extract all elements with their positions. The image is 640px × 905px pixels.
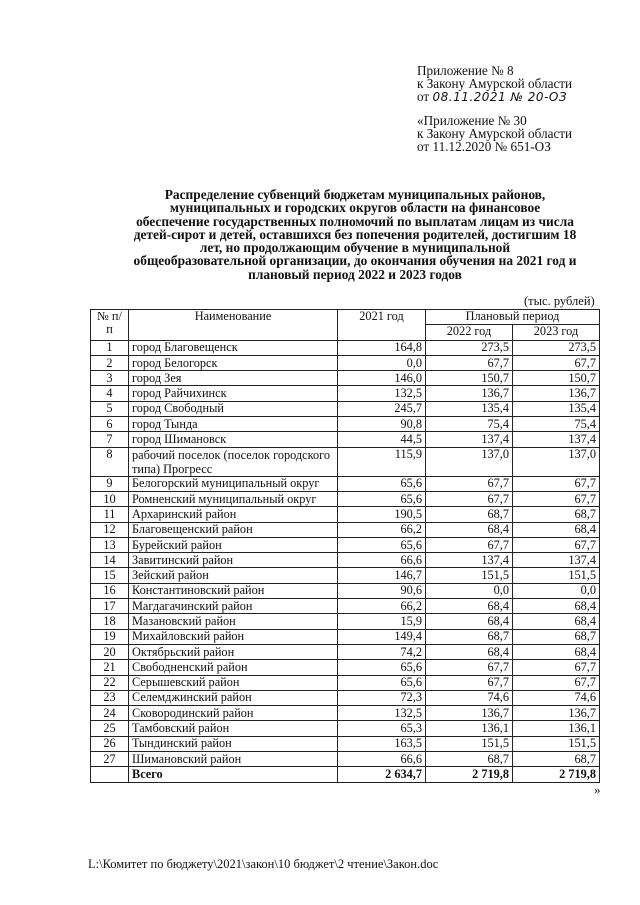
row-name: Октябрьский район bbox=[129, 644, 338, 659]
row-2023: 68,7 bbox=[513, 629, 600, 644]
row-2021: 66,6 bbox=[338, 752, 426, 767]
row-number: 11 bbox=[91, 507, 129, 522]
row-2021: 66,2 bbox=[338, 599, 426, 614]
row-number: 20 bbox=[91, 644, 129, 659]
row-number: 24 bbox=[91, 706, 129, 721]
row-2022: 136,1 bbox=[426, 721, 513, 736]
table-row bbox=[91, 706, 600, 721]
row-2023: 67,7 bbox=[513, 537, 600, 552]
row-number: 5 bbox=[91, 401, 129, 416]
document-title bbox=[60, 188, 640, 281]
row-name: Тамбовский район bbox=[129, 721, 338, 736]
row-2022: 151,5 bbox=[426, 568, 513, 583]
header-2021: 2021 год bbox=[338, 310, 426, 341]
row-2022: 67,7 bbox=[426, 660, 513, 675]
row-number: 9 bbox=[91, 476, 129, 491]
row-name: Тындинский район bbox=[129, 736, 338, 751]
table-row bbox=[91, 660, 600, 675]
row-2023: 0,0 bbox=[513, 583, 600, 598]
subvention-table bbox=[90, 309, 600, 783]
header-2022: 2022 год bbox=[426, 325, 513, 340]
row-2023: 135,4 bbox=[513, 401, 600, 416]
row-number: 4 bbox=[91, 386, 129, 401]
table-row bbox=[91, 507, 600, 522]
title-line: лет, но продолжающим обучение в муниципальной bbox=[199, 240, 511, 256]
row-2022: 68,7 bbox=[426, 507, 513, 522]
row-2023: 68,4 bbox=[513, 599, 600, 614]
row-number: 12 bbox=[91, 522, 129, 537]
row-2021: 146,0 bbox=[338, 371, 426, 386]
row-name: город Благовещенск bbox=[129, 340, 338, 355]
table-row bbox=[91, 537, 600, 552]
row-number: 1 bbox=[91, 340, 129, 355]
row-name: город Тында bbox=[129, 417, 338, 432]
row-number: 13 bbox=[91, 537, 129, 552]
row-number: 10 bbox=[91, 491, 129, 506]
table-row bbox=[91, 386, 600, 401]
row-2021: 0,0 bbox=[338, 355, 426, 370]
row-2021: 65,6 bbox=[338, 675, 426, 690]
appendix-law: к Закону Амурской области bbox=[417, 76, 573, 91]
table-row bbox=[91, 417, 600, 432]
total-2021: 2 634,7 bbox=[338, 767, 426, 782]
row-2022: 68,7 bbox=[426, 629, 513, 644]
table-row bbox=[91, 583, 600, 598]
row-2022: 68,7 bbox=[426, 752, 513, 767]
row-number: 6 bbox=[91, 417, 129, 432]
row-name: Бурейский район bbox=[129, 537, 338, 552]
row-2022: 150,7 bbox=[426, 371, 513, 386]
row-2023: 136,7 bbox=[513, 386, 600, 401]
row-2022: 67,7 bbox=[426, 675, 513, 690]
row-2022: 136,7 bbox=[426, 706, 513, 721]
table-row bbox=[91, 355, 600, 370]
row-2023: 137,4 bbox=[513, 432, 600, 447]
row-2022: 68,4 bbox=[426, 614, 513, 629]
row-number: 16 bbox=[91, 583, 129, 598]
row-2021: 115,9 bbox=[338, 447, 426, 476]
row-2022: 135,4 bbox=[426, 401, 513, 416]
total-blank bbox=[91, 767, 129, 782]
row-2023: 151,5 bbox=[513, 736, 600, 751]
row-2021: 245,7 bbox=[338, 401, 426, 416]
row-2022: 67,7 bbox=[426, 476, 513, 491]
row-2023: 151,5 bbox=[513, 568, 600, 583]
row-name: город Райчихинск bbox=[129, 386, 338, 401]
row-2021: 132,5 bbox=[338, 386, 426, 401]
table-row bbox=[91, 721, 600, 736]
row-name: Сковородинский район bbox=[129, 706, 338, 721]
old-appendix-law: к Закону Амурской области bbox=[417, 126, 573, 141]
table-row bbox=[91, 614, 600, 629]
row-number: 18 bbox=[91, 614, 129, 629]
table-row bbox=[91, 491, 600, 506]
row-number: 3 bbox=[91, 371, 129, 386]
handwritten-date: 08.11.2021 № 20-ОЗ bbox=[432, 90, 568, 104]
row-2021: 90,6 bbox=[338, 583, 426, 598]
row-2021: 132,5 bbox=[338, 706, 426, 721]
title-line: Распределение субвенций бюджетам муниципальных районов, bbox=[164, 187, 546, 202]
row-2021: 65,6 bbox=[338, 660, 426, 675]
unit-label: (тыс. рублей) bbox=[524, 294, 595, 308]
row-number: 8 bbox=[91, 447, 129, 476]
title-line: обеспечение государственных полномочий по выплатам лицам из числа bbox=[136, 213, 574, 229]
row-2021: 66,2 bbox=[338, 522, 426, 537]
row-name: город Шимановск bbox=[129, 432, 338, 447]
row-name: Константиновский район bbox=[129, 583, 338, 598]
row-2023: 137,4 bbox=[513, 553, 600, 568]
row-2022: 151,5 bbox=[426, 736, 513, 751]
row-2021: 65,6 bbox=[338, 537, 426, 552]
row-2022: 68,4 bbox=[426, 522, 513, 537]
row-number: 25 bbox=[91, 721, 129, 736]
row-2021: 15,9 bbox=[338, 614, 426, 629]
header-planned: Плановый период bbox=[426, 310, 600, 325]
row-number: 23 bbox=[91, 690, 129, 705]
table-row bbox=[91, 690, 600, 705]
old-appendix-number: «Приложение № 30 bbox=[417, 113, 527, 128]
old-appendix-date: от 11.12.2020 № 651-ОЗ bbox=[417, 139, 551, 154]
row-number: 15 bbox=[91, 568, 129, 583]
row-2022: 136,7 bbox=[426, 386, 513, 401]
row-name: Серышевский район bbox=[129, 675, 338, 690]
row-2022: 137,4 bbox=[426, 432, 513, 447]
table-row bbox=[91, 599, 600, 614]
row-2023: 67,7 bbox=[513, 660, 600, 675]
closing-quote: » bbox=[594, 782, 601, 797]
table-row bbox=[91, 340, 600, 355]
row-number: 7 bbox=[91, 432, 129, 447]
row-name: город Свободный bbox=[129, 401, 338, 416]
row-2021: 149,4 bbox=[338, 629, 426, 644]
appendix-date bbox=[417, 90, 572, 104]
row-2022: 273,5 bbox=[426, 340, 513, 355]
table-row bbox=[91, 447, 600, 476]
header-num: № п/п bbox=[91, 310, 129, 341]
appendix-header bbox=[417, 64, 572, 153]
row-name: Свободненский район bbox=[129, 660, 338, 675]
header-2023: 2023 год bbox=[513, 325, 600, 340]
row-2022: 68,4 bbox=[426, 644, 513, 659]
row-2023: 273,5 bbox=[513, 340, 600, 355]
row-2023: 67,7 bbox=[513, 355, 600, 370]
row-name: Шимановский район bbox=[129, 752, 338, 767]
row-name: Селемджинский район bbox=[129, 690, 338, 705]
row-2022: 0,0 bbox=[426, 583, 513, 598]
total-label: Всего bbox=[129, 767, 338, 782]
row-2023: 74,6 bbox=[513, 690, 600, 705]
file-path-footer: L:\Комитет по бюджету\2021\закон\10 бюджет\2 чтение\Закон.doc bbox=[88, 857, 439, 871]
row-2021: 65,6 bbox=[338, 491, 426, 506]
row-name: Магдагачинский район bbox=[129, 599, 338, 614]
table-row bbox=[91, 568, 600, 583]
table-row bbox=[91, 371, 600, 386]
row-name: Благовещенский район bbox=[129, 522, 338, 537]
row-2021: 90,8 bbox=[338, 417, 426, 432]
table-row bbox=[91, 476, 600, 491]
table-row bbox=[91, 401, 600, 416]
row-name: город Белогорск bbox=[129, 355, 338, 370]
row-name: Мазановский район bbox=[129, 614, 338, 629]
row-number: 14 bbox=[91, 553, 129, 568]
table-row bbox=[91, 432, 600, 447]
row-2023: 75,4 bbox=[513, 417, 600, 432]
title-line: муниципальных и городских округов области на финансовое bbox=[169, 200, 541, 216]
total-2023: 2 719,8 bbox=[513, 767, 600, 782]
row-2023: 67,7 bbox=[513, 491, 600, 506]
total-2022: 2 719,8 bbox=[426, 767, 513, 782]
row-2021: 164,8 bbox=[338, 340, 426, 355]
row-2022: 137,0 bbox=[426, 447, 513, 476]
row-2022: 74,6 bbox=[426, 690, 513, 705]
row-2021: 72,3 bbox=[338, 690, 426, 705]
table-row bbox=[91, 736, 600, 751]
table-row bbox=[91, 522, 600, 537]
row-2021: 163,5 bbox=[338, 736, 426, 751]
row-number: 17 bbox=[91, 599, 129, 614]
row-name: город Зея bbox=[129, 371, 338, 386]
row-2023: 67,7 bbox=[513, 476, 600, 491]
row-2021: 66,6 bbox=[338, 553, 426, 568]
row-name: Ромненский муниципальный округ bbox=[129, 491, 338, 506]
table-row bbox=[91, 752, 600, 767]
row-2023: 68,7 bbox=[513, 507, 600, 522]
row-2022: 75,4 bbox=[426, 417, 513, 432]
total-row bbox=[91, 767, 600, 782]
row-2023: 136,7 bbox=[513, 706, 600, 721]
row-2021: 74,2 bbox=[338, 644, 426, 659]
row-name: Архаринский район bbox=[129, 507, 338, 522]
row-number: 21 bbox=[91, 660, 129, 675]
appendix-number: Приложение № 8 bbox=[417, 63, 514, 78]
title-line: детей-сирот и детей, оставшихся без попечения родителей, достигшим 18 bbox=[133, 226, 577, 242]
row-2023: 68,4 bbox=[513, 522, 600, 537]
row-name: Завитинский район bbox=[129, 553, 338, 568]
row-2023: 67,7 bbox=[513, 675, 600, 690]
row-2022: 137,4 bbox=[426, 553, 513, 568]
title-line: плановый период 2022 и 2023 годов bbox=[248, 266, 462, 282]
row-2022: 67,7 bbox=[426, 355, 513, 370]
row-2023: 137,0 bbox=[513, 447, 600, 476]
row-name: Михайловский район bbox=[129, 629, 338, 644]
title-line: общеобразовательной организации, до окончания обучения на 2021 год и bbox=[133, 253, 577, 269]
table-row bbox=[91, 553, 600, 568]
row-2023: 68,4 bbox=[513, 644, 600, 659]
row-number: 22 bbox=[91, 675, 129, 690]
row-name: Зейский район bbox=[129, 568, 338, 583]
row-2023: 68,4 bbox=[513, 614, 600, 629]
row-number: 27 bbox=[91, 752, 129, 767]
row-name: Белогорский муниципальный округ bbox=[129, 476, 338, 491]
row-2021: 190,5 bbox=[338, 507, 426, 522]
row-2023: 68,7 bbox=[513, 752, 600, 767]
header-name: Наименование bbox=[129, 310, 338, 341]
table-row bbox=[91, 629, 600, 644]
row-2021: 146,7 bbox=[338, 568, 426, 583]
row-2023: 150,7 bbox=[513, 371, 600, 386]
row-number: 2 bbox=[91, 355, 129, 370]
row-number: 19 bbox=[91, 629, 129, 644]
row-2021: 65,3 bbox=[338, 721, 426, 736]
row-2021: 44,5 bbox=[338, 432, 426, 447]
row-2022: 67,7 bbox=[426, 491, 513, 506]
table-row bbox=[91, 644, 600, 659]
appendix-date-prefix: от bbox=[417, 89, 430, 104]
row-number: 26 bbox=[91, 736, 129, 751]
row-name: рабочий поселок (поселок городского типа) Прогресс bbox=[129, 447, 338, 476]
table-row bbox=[91, 675, 600, 690]
row-2022: 68,4 bbox=[426, 599, 513, 614]
row-2021: 65,6 bbox=[338, 476, 426, 491]
row-2023: 136,1 bbox=[513, 721, 600, 736]
row-2022: 67,7 bbox=[426, 537, 513, 552]
